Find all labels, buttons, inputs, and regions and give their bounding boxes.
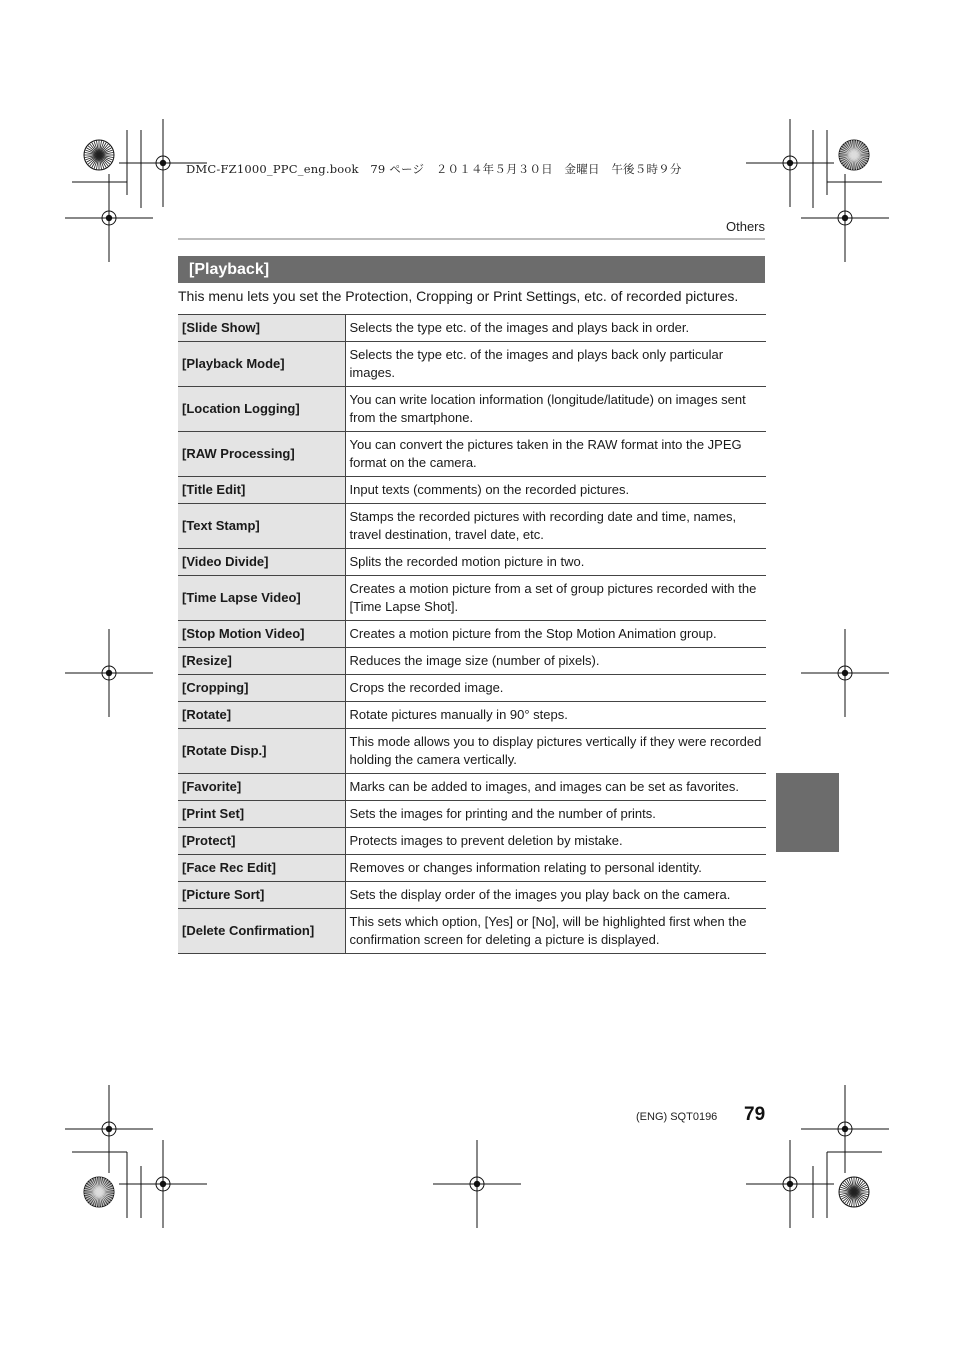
menu-item-name: [Time Lapse Video] bbox=[178, 576, 345, 621]
registration-dot bbox=[842, 1126, 848, 1132]
intro-text: This menu lets you set the Protection, Cropping or Print Settings, etc. of recorded pictures. bbox=[178, 288, 739, 304]
menu-item-name: [Rotate Disp.] bbox=[178, 729, 345, 774]
menu-item-name: [Playback Mode] bbox=[178, 342, 345, 387]
menu-item-description: You can convert the pictures taken in the RAW format into the JPEG format on the camera. bbox=[345, 432, 766, 477]
menu-item-description: Sets the images for printing and the number of prints. bbox=[345, 801, 766, 828]
menu-item-name: [Title Edit] bbox=[178, 477, 345, 504]
menu-item-name: [Favorite] bbox=[178, 774, 345, 801]
top-rule bbox=[178, 238, 765, 240]
menu-item-name: [Slide Show] bbox=[178, 315, 345, 342]
registration-dot bbox=[106, 670, 112, 676]
menu-item-name: [Cropping] bbox=[178, 675, 345, 702]
menu-item-description: Protects images to prevent deletion by mistake. bbox=[345, 828, 766, 855]
menu-item-description: Splits the recorded motion picture in two. bbox=[345, 549, 766, 576]
registration-dot bbox=[842, 670, 848, 676]
registration-dot bbox=[787, 1181, 793, 1187]
menu-item-name: [Stop Motion Video] bbox=[178, 621, 345, 648]
registration-dot bbox=[787, 160, 793, 166]
menu-item-description: Selects the type etc. of the images and plays back only particular images. bbox=[345, 342, 766, 387]
registration-dot bbox=[106, 1126, 112, 1132]
menu-item-name: [RAW Processing] bbox=[178, 432, 345, 477]
table-row bbox=[178, 675, 766, 702]
table-row bbox=[178, 387, 766, 432]
menu-item-name: [Picture Sort] bbox=[178, 882, 345, 909]
page-number: 79 bbox=[744, 1104, 766, 1125]
menu-item-name: [Rotate] bbox=[178, 702, 345, 729]
table-row bbox=[178, 315, 766, 342]
table-row bbox=[178, 342, 766, 387]
table-row bbox=[178, 621, 766, 648]
table-row bbox=[178, 432, 766, 477]
table-row bbox=[178, 549, 766, 576]
menu-item-description: Stamps the recorded pictures with recording date and time, names, travel destination, travel date, etc. bbox=[345, 504, 766, 549]
table-row bbox=[178, 882, 766, 909]
registration-dot bbox=[474, 1181, 480, 1187]
table-row bbox=[178, 909, 766, 954]
menu-item-description: Marks can be added to images, and images can be set as favorites. bbox=[345, 774, 766, 801]
table-row bbox=[178, 477, 766, 504]
menu-item-description: Sets the display order of the images you play back on the camera. bbox=[345, 882, 766, 909]
table-row bbox=[178, 774, 766, 801]
menu-item-description: This sets which option, [Yes] or [No], will be highlighted first when the confirmation screen for deleting a picture is displayed. bbox=[345, 909, 766, 954]
table-row bbox=[178, 729, 766, 774]
menu-item-description: This mode allows you to display pictures vertically if they were recorded holding the camera vertically. bbox=[345, 729, 766, 774]
menu-item-name: [Resize] bbox=[178, 648, 345, 675]
menu-item-description: Input texts (comments) on the recorded pictures. bbox=[345, 477, 766, 504]
menu-item-name: [Print Set] bbox=[178, 801, 345, 828]
menu-item-description: Creates a motion picture from a set of group pictures recorded with the [Time Lapse Shot]. bbox=[345, 576, 766, 621]
table-row bbox=[178, 648, 766, 675]
side-index-tab bbox=[776, 773, 839, 852]
print-info: DMC-FZ1000_PPC_eng.book 79 ページ ２０１４年５月３０日 金曜日 午後５時９分 bbox=[186, 162, 682, 176]
menu-item-name: [Protect] bbox=[178, 828, 345, 855]
table-row bbox=[178, 576, 766, 621]
menu-item-description: Reduces the image size (number of pixels). bbox=[345, 648, 766, 675]
menu-item-name: [Location Logging] bbox=[178, 387, 345, 432]
menu-item-description: You can write location information (longitude/latitude) on images sent from the smartphone. bbox=[345, 387, 766, 432]
menu-item-description: Crops the recorded image. bbox=[345, 675, 766, 702]
menu-item-name: [Face Rec Edit] bbox=[178, 855, 345, 882]
table-row bbox=[178, 855, 766, 882]
section-label: Others bbox=[725, 219, 765, 234]
table-row bbox=[178, 504, 766, 549]
menu-item-description: Selects the type etc. of the images and plays back in order. bbox=[345, 315, 766, 342]
registration-dot bbox=[842, 215, 848, 221]
section-heading: [Playback] bbox=[178, 256, 765, 283]
table-row bbox=[178, 828, 766, 855]
menu-item-name: [Text Stamp] bbox=[178, 504, 345, 549]
menu-item-description: Removes or changes information relating to personal identity. bbox=[345, 855, 766, 882]
table-row bbox=[178, 702, 766, 729]
menu-item-name: [Delete Confirmation] bbox=[178, 909, 345, 954]
footer-code: (ENG) SQT0196 bbox=[636, 1111, 718, 1123]
registration-dot bbox=[160, 160, 166, 166]
menu-item-description: Creates a motion picture from the Stop Motion Animation group. bbox=[345, 621, 766, 648]
registration-dot bbox=[106, 215, 112, 221]
registration-dot bbox=[160, 1181, 166, 1187]
menu-item-description: Rotate pictures manually in 90° steps. bbox=[345, 702, 766, 729]
table-row bbox=[178, 801, 766, 828]
menu-item-name: [Video Divide] bbox=[178, 549, 345, 576]
playback-menu-table bbox=[178, 314, 766, 954]
